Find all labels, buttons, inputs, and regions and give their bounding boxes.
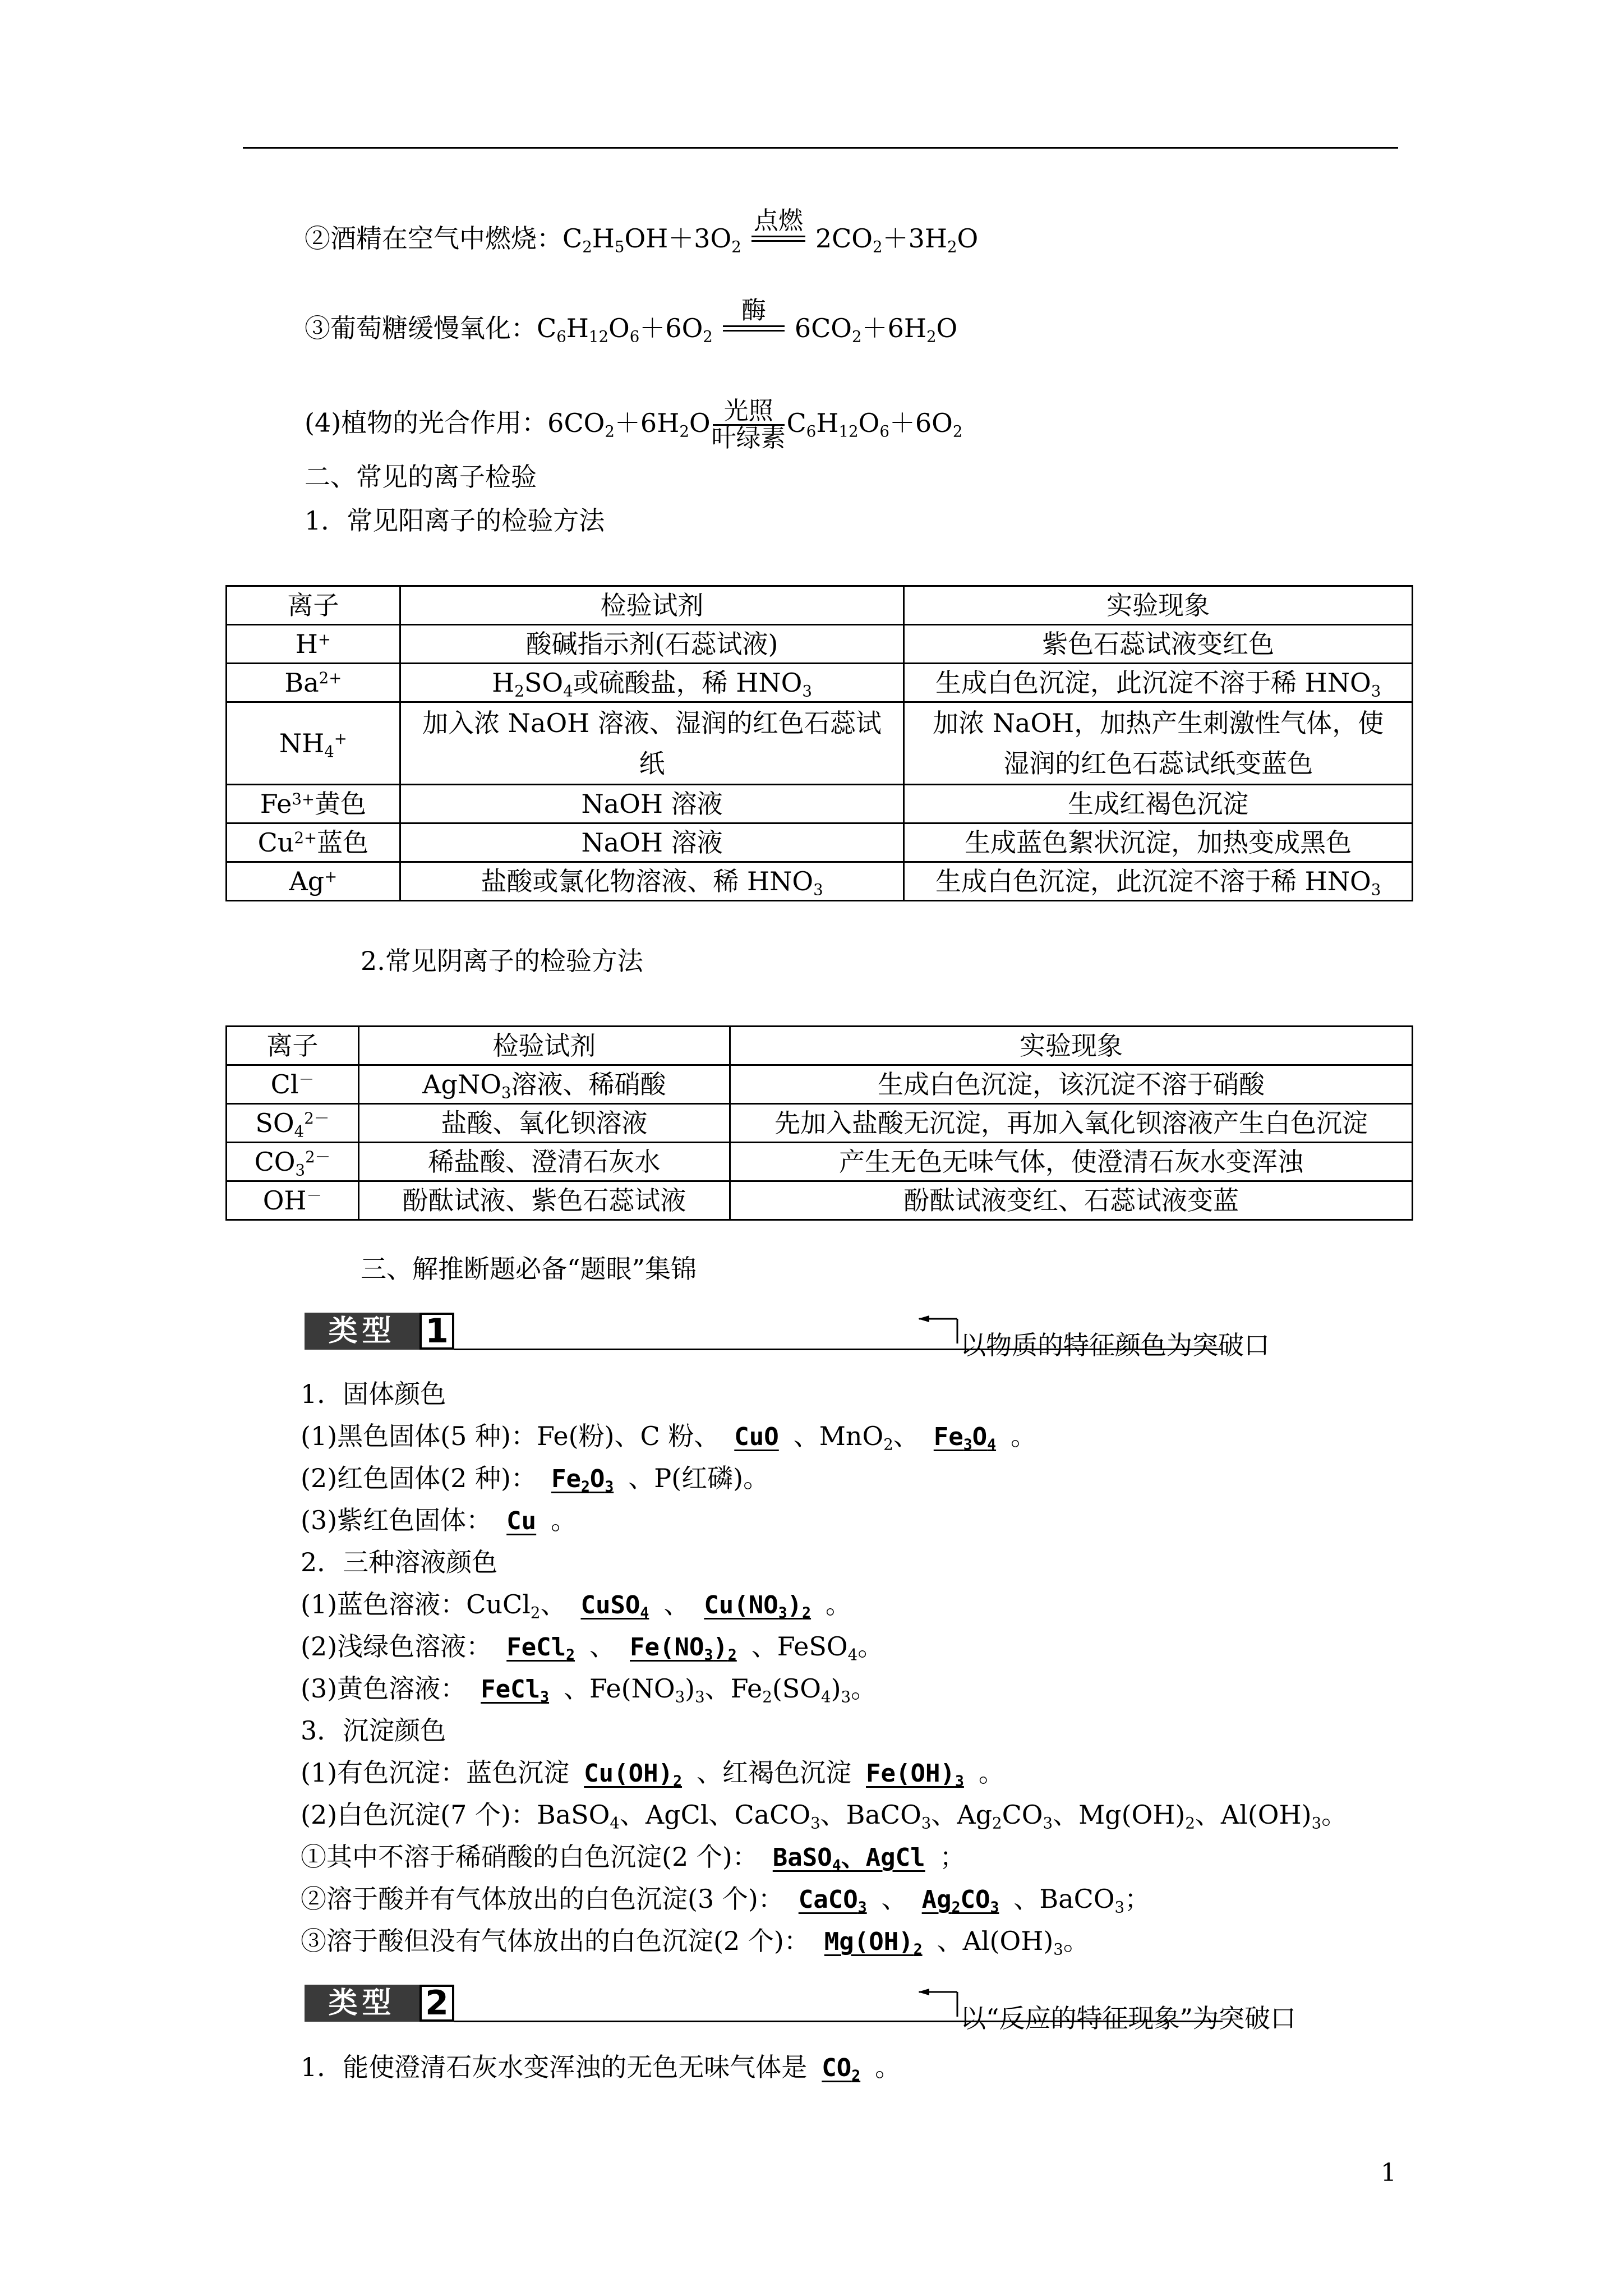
table-row: [227, 664, 1413, 702]
equation-ethanol: [305, 206, 979, 256]
reagent-cell: 盐酸或氯化物溶液、稀 $HNO_3$: [400, 862, 904, 901]
header-phenomenon: 实验现象: [904, 586, 1413, 625]
reaction-condition: 光照 叶绿素: [711, 397, 786, 453]
type-number: 2: [419, 1985, 454, 2022]
reagent-cell: 稀盐酸、澄清石灰水: [358, 1143, 730, 1181]
ion-cell: $CO_3^{2-}$: [227, 1143, 359, 1181]
answer-blank: $Mg(OH)_2$: [824, 1927, 923, 1958]
phenomenon-cell: 加浓 NaOH，加热产生刺激性气体，使 湿润的红色石蕊试纸变蓝色: [904, 702, 1413, 785]
phenomenon-cell: 生成白色沉淀，此沉淀不溶于稀 $HNO_3$: [904, 664, 1413, 702]
answer-blank: $CO_2$: [822, 2054, 861, 2085]
table-row: [227, 1143, 1413, 1181]
header-reagent: 检验试剂: [400, 586, 904, 625]
subsection-anion: 2.常见阴离子的检验方法: [361, 946, 643, 976]
phenomenon-cell: 生成白色沉淀，此沉淀不溶于稀 $HNO_3$: [904, 862, 1413, 901]
answer-blank: $Cu(NO_3)_2$: [704, 1591, 811, 1622]
ion-cell: Cl－: [227, 1065, 359, 1104]
phenomenon-cell: 产生无色无味气体，使澄清石灰水变浑浊: [730, 1143, 1412, 1181]
line-gas-precipitates: ②溶于酸并有气体放出的白色沉淀(3 个)： CaCO$_3$ 、 $Ag_2CO_3$ 、BaCO$_3$；: [301, 1884, 1151, 1917]
table-header-row: [227, 586, 1413, 625]
reagent-cell: 盐酸、氧化钡溶液: [358, 1104, 730, 1143]
ion-cell: OH－: [227, 1181, 359, 1220]
table-row: [227, 862, 1413, 901]
ion-cell: $Cu^{2+}$蓝色: [227, 823, 400, 862]
ion-cell: H+: [227, 625, 400, 664]
table-row: [227, 1065, 1413, 1104]
line-purple-solid: (3)紫红色固体： Cu 。: [301, 1505, 577, 1535]
section-title-inference: 三、解推断题必备“题眼”集锦: [361, 1254, 697, 1284]
arrow-left-icon: [917, 1315, 962, 1349]
table-row: [227, 702, 1413, 785]
answer-blank: $Cu(OH)_2$: [584, 1759, 683, 1790]
equation-lhs: $C_2H_5OH+3O_2$: [562, 223, 741, 256]
line-co2-gas: 1．能使澄清石灰水变浑浊的无色无味气体是 $CO_2$ 。: [301, 2052, 901, 2085]
reagent-cell: 加入浓 NaOH 溶液、湿润的红色石蕊试 纸: [400, 702, 904, 785]
header-ion: 离子: [227, 586, 400, 625]
line-red-solids: (2)红色固体(2 种)： $Fe_2O_3$ 、P(红磷)。: [301, 1463, 769, 1496]
equation-label: ③葡萄糖缓慢氧化：: [305, 313, 537, 343]
phenomenon-cell: 生成红褐色沉淀: [904, 785, 1413, 823]
type-tag-2: 以“反应的特征现象”为突破口: [960, 2003, 1297, 2033]
answer-blank: Cu: [506, 1507, 537, 1535]
type-label: 类型: [305, 1985, 419, 2022]
line-blue-solutions: (1)蓝色溶液：CuCl$_2$、 CuSO$_4$ 、 $Cu(NO_3)_2$ 。: [301, 1589, 852, 1622]
line-colored-precipitates: (1)有色沉淀：蓝色沉淀 $Cu(OH)_2$ 、红褐色沉淀 $Fe(OH)_3$ 。: [301, 1757, 1004, 1790]
type-number: 1: [419, 1313, 454, 1350]
line-solid-colors: 1．固体颜色: [301, 1379, 446, 1409]
answer-blank: $Ag_2CO_3$: [921, 1885, 999, 1916]
phenomenon-cell: 生成蓝色絮状沉淀，加热变成黑色: [904, 823, 1413, 862]
answer-blank: CuO: [734, 1423, 779, 1451]
reagent-cell: $H_2SO_4$或硫酸盐，稀 $HNO_3$: [400, 664, 904, 702]
answer-blank: CaCO$_3$: [798, 1885, 867, 1916]
header-rule: [243, 147, 1398, 149]
answer-blank: $Fe(NO_3)_2$: [630, 1633, 737, 1664]
table-row: [227, 785, 1413, 823]
cation-table: [225, 585, 1413, 901]
ion-cell: $SO_4^{2-}$: [227, 1104, 359, 1143]
equation-rhs: $2CO_2+3H_2O$: [815, 223, 979, 256]
subsection-cation: 1．常见阳离子的检验方法: [305, 505, 605, 536]
line-yellow-solutions: (3)黄色溶液： FeCl$_3$ 、$Fe(NO_3)_3$、$Fe_2(SO_4)_3$。: [301, 1673, 877, 1706]
reaction-condition: 点燃: [748, 206, 809, 242]
header-reagent: 检验试剂: [358, 1027, 730, 1065]
phenomenon-cell: 酚酞试液变红、石蕊试液变蓝: [730, 1181, 1412, 1220]
line-insoluble-precipitates: ①其中不溶于稀硝酸的白色沉淀(2 个)： BaSO$_4$、AgCl ；: [301, 1842, 966, 1874]
anion-table: [225, 1025, 1413, 1221]
type-label: 类型: [305, 1313, 419, 1350]
table-row: [227, 823, 1413, 862]
answer-blank: BaSO$_4$、AgCl: [772, 1843, 925, 1874]
ion-cell: $Ba^{2+}$: [227, 664, 400, 702]
ion-cell: Ag+: [227, 862, 400, 901]
section-title-ion-test: 二、常见的离子检验: [305, 462, 537, 492]
answer-blank: $Fe_3O_4$: [933, 1423, 997, 1453]
equation-label: ②酒精在空气中燃烧：: [305, 223, 562, 254]
equation-glucose: [305, 296, 958, 346]
table-row: [227, 1104, 1413, 1143]
line-white-precipitates: (2)白色沉淀(7 个)：BaSO$_4$、AgCl、CaCO$_3$、BaCO$_3$、$Ag_2CO_3$、$Mg(OH)_2$、$Al(OH)_3$。: [301, 1800, 1348, 1833]
line-precipitate-colors: 3．沉淀颜色: [301, 1715, 446, 1746]
reagent-cell: NaOH 溶液: [400, 823, 904, 862]
table-row: [227, 625, 1413, 664]
answer-blank: FeCl$_2$: [506, 1633, 575, 1664]
equation-photosynthesis: [305, 397, 963, 453]
line-solution-colors: 2．三种溶液颜色: [301, 1547, 498, 1577]
answer-blank: CuSO$_4$: [580, 1591, 649, 1622]
equation-lhs: $6CO_2+6H_2O$: [547, 407, 711, 440]
reagent-cell: 酸碱指示剂(石蕊试液): [400, 625, 904, 664]
ion-cell: $NH_4^+$: [227, 702, 400, 785]
equation-label: (4)植物的光合作用：: [305, 407, 548, 438]
reagent-cell: NaOH 溶液: [400, 785, 904, 823]
line-green-solutions: (2)浅绿色溶液： FeCl$_2$ 、 $Fe(NO_3)_2$ 、FeSO$_4$。: [301, 1631, 884, 1664]
table-row: [227, 1181, 1413, 1220]
ion-cell: $Fe^{3+}$黄色: [227, 785, 400, 823]
phenomenon-cell: 先加入盐酸无沉淀，再加入氧化钡溶液产生白色沉淀: [730, 1104, 1412, 1143]
line-black-solids: (1)黑色固体(5 种)：Fe(粉)、C 粉、 CuO 、MnO$_2$、 $Fe_3O_4$ 。: [301, 1421, 1037, 1454]
reaction-condition: 酶: [720, 296, 788, 332]
header-phenomenon: 实验现象: [730, 1027, 1412, 1065]
reagent-cell: AgNO$_3$溶液、稀硝酸: [358, 1065, 730, 1104]
answer-blank: $Fe(OH)_3$: [866, 1759, 964, 1790]
type-tag-1: 以物质的特征颜色为突破口: [960, 1330, 1270, 1360]
equation-rhs: $C_6H_{12}O_6+6O_2$: [786, 407, 963, 440]
page-number: 1: [1381, 2159, 1396, 2187]
line-nogas-precipitates: ③溶于酸但没有气体放出的白色沉淀(2 个)： $Mg(OH)_2$ 、$Al(OH)_3$。: [301, 1926, 1089, 1959]
equation-lhs: $C_6H_{12}O_6+6O_2$: [537, 313, 713, 346]
answer-blank: $Fe_2O_3$: [551, 1465, 614, 1496]
reagent-cell: 酚酞试液、紫色石蕊试液: [358, 1181, 730, 1220]
header-ion: 离子: [227, 1027, 359, 1065]
arrow-left-icon: [917, 1989, 962, 2022]
answer-blank: FeCl$_3$: [481, 1675, 550, 1706]
phenomenon-cell: 生成白色沉淀，该沉淀不溶于硝酸: [730, 1065, 1412, 1104]
table-header-row: [227, 1027, 1413, 1065]
equation-rhs: $6CO_2+6H_2O$: [794, 313, 958, 346]
phenomenon-cell: 紫色石蕊试液变红色: [904, 625, 1413, 664]
